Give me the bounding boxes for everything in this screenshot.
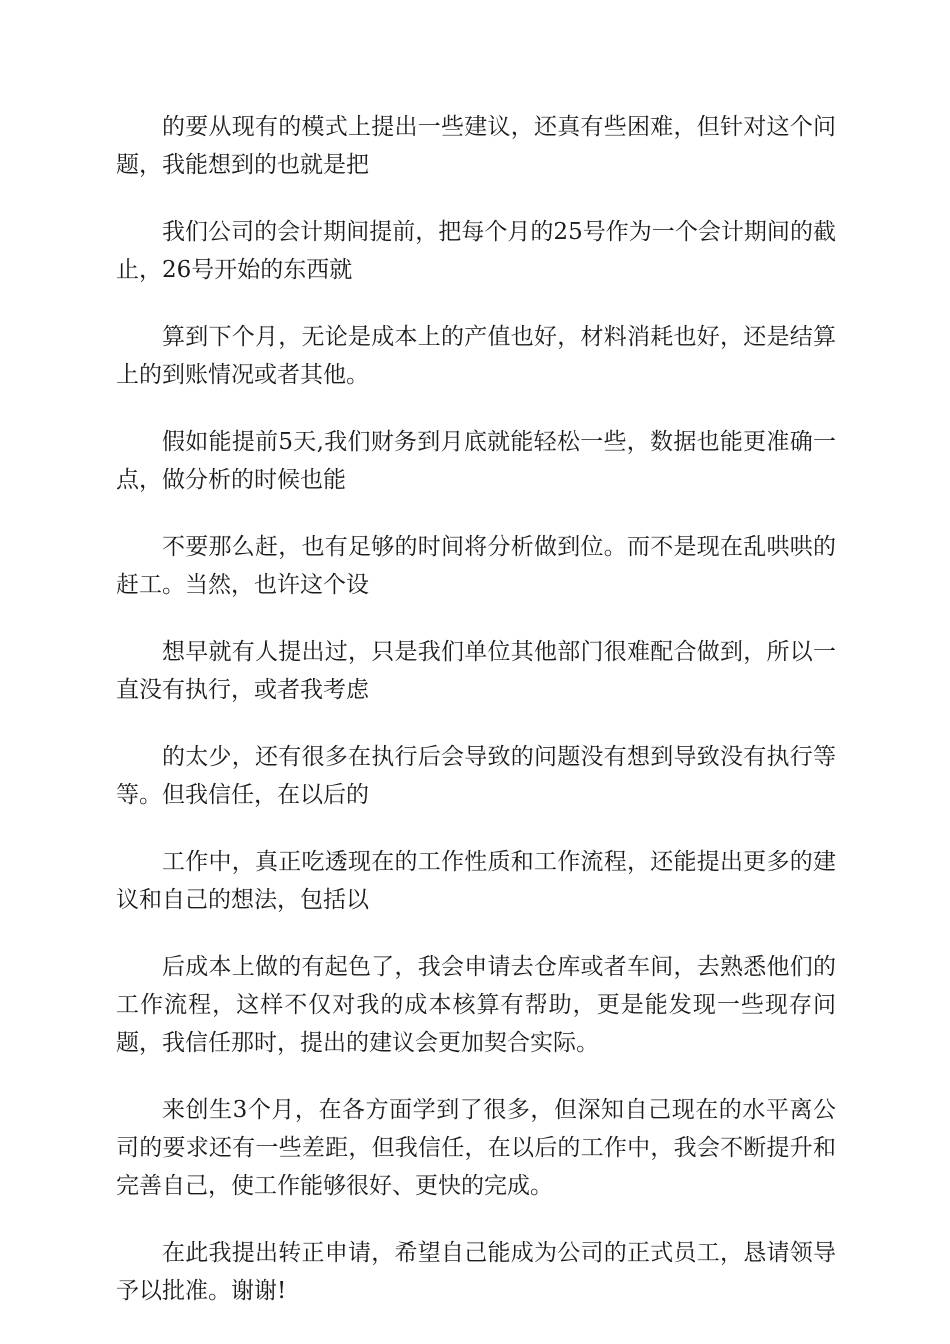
document-body (116, 108, 836, 1339)
paragraph: 我们公司的会计期间提前，把每个月的25号作为一个会计期间的截止，26号开始的东西就 (116, 219, 836, 283)
paragraph: 的要从现有的模式上提出一些建议，还真有些困难，但针对这个问题，我能想到的也就是把 (116, 114, 836, 178)
paragraph: 算到下个月，无论是成本上的产值也好，材料消耗也好，还是结算上的到账情况或者其他。 (116, 324, 836, 388)
paragraph: 想早就有人提出过，只是我们单位其他部门很难配合做到，所以一直没有执行，或者我考虑 (116, 639, 836, 703)
paragraph: 的太少，还有很多在执行后会导致的问题没有想到导致没有执行等等。但我信任，在以后的 (116, 744, 836, 808)
paragraph: 来创生3个月，在各方面学到了很多，但深知自己现在的水平离公司的要求还有一些差距，但我信任，在以后的工作中，我会不断提升和完善自己，使工作能够很好、更快的完成。 (116, 1097, 836, 1199)
paragraph: 后成本上做的有起色了，我会申请去仓库或者车间，去熟悉他们的工作流程，这样不仅对我的成本核算有帮助，更是能发现一些现存问题，我信任那时，提出的建议会更加契合实际。 (116, 954, 836, 1056)
paragraph: 工作中，真正吃透现在的工作性质和工作流程，还能提出更多的建议和自己的想法，包括以 (116, 849, 836, 913)
paragraph: 假如能提前5天,我们财务到月底就能轻松一些，数据也能更准确一点，做分析的时候也能 (116, 429, 836, 493)
paragraph: 不要那么赶，也有足够的时间将分析做到位。而不是现在乱哄哄的赶工。当然，也许这个设 (116, 534, 836, 598)
paragraph: 在此我提出转正申请，希望自己能成为公司的正式员工，恳请领导予以批准。谢谢! (116, 1240, 836, 1304)
